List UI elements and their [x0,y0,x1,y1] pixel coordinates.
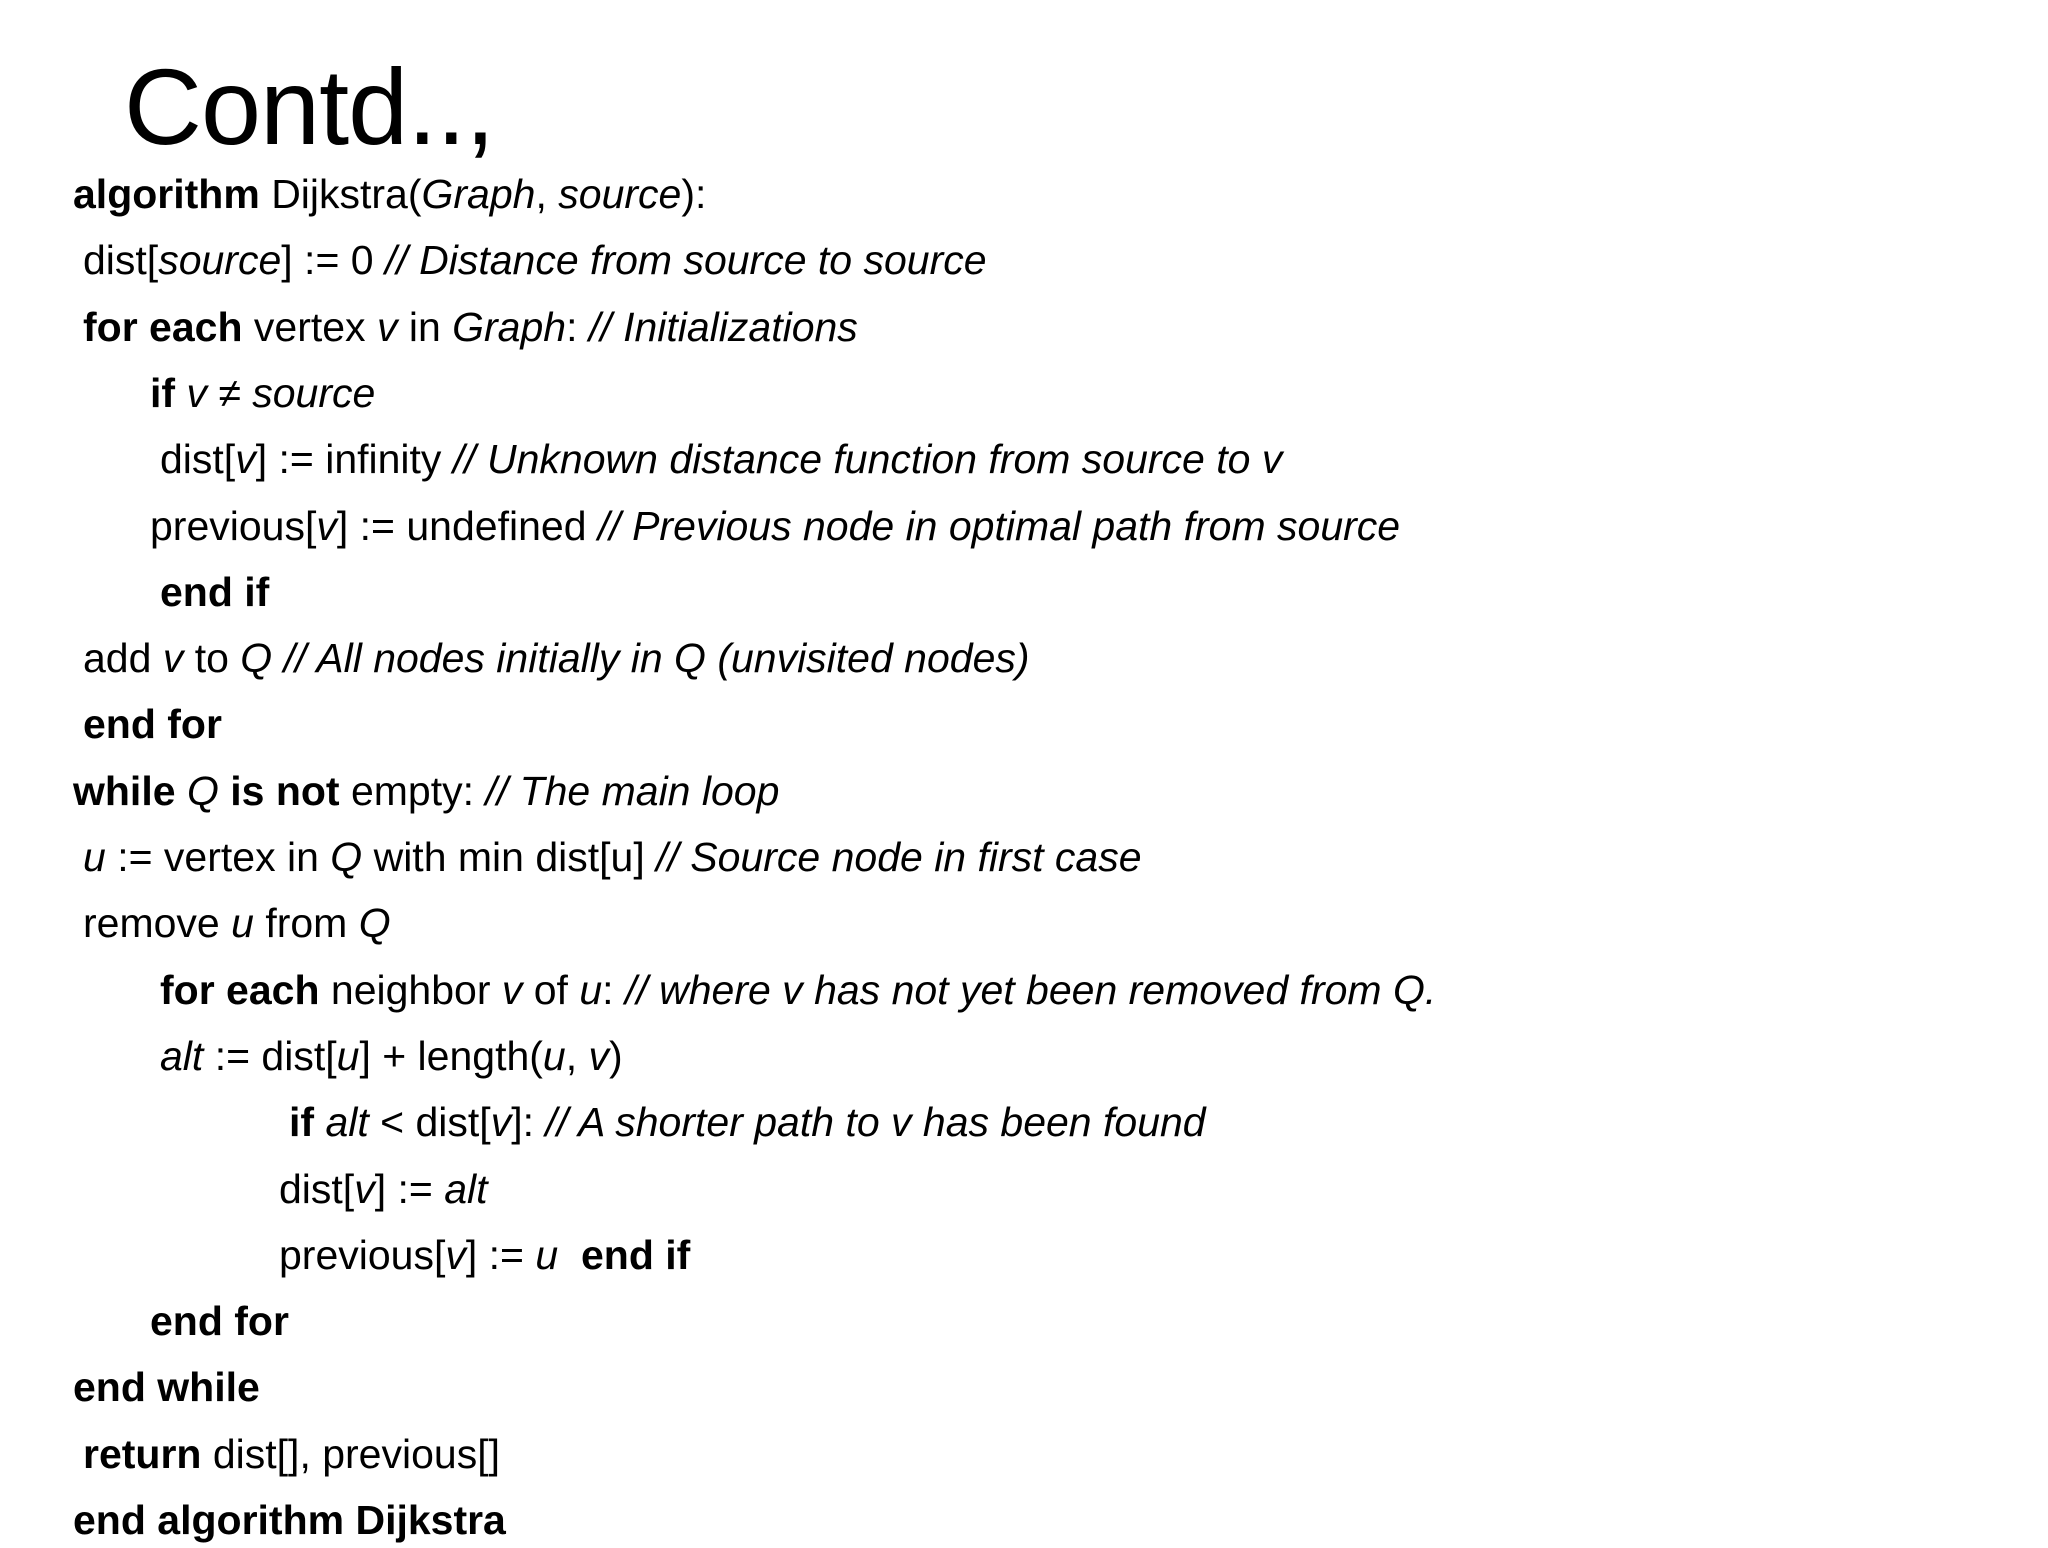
code-line [279,1227,690,1283]
code-text: from [253,900,359,947]
code-text: ] := infinity [255,436,453,483]
code-text: ): [681,171,707,217]
code-text: ] := [374,1165,445,1212]
italic-text: // The main loop [485,767,780,814]
code-text: dist[], previous[] [201,1430,500,1477]
italic-text: // Source node in first case [656,834,1142,880]
code-line [83,299,858,355]
italic-text: v [501,966,523,1013]
italic-text: v [445,1231,466,1278]
italic-text: // A shorter path to v has been found [545,1099,1206,1146]
code-text: dist[ [83,237,159,284]
code-text: dist[ [160,436,236,483]
code-text: previous[ [150,502,317,549]
code-text [314,1099,325,1145]
keyword: is not [230,767,340,814]
code-line [150,365,375,421]
italic-text: u [535,1231,559,1278]
keyword: end while [73,1364,260,1411]
keyword: for each [83,303,243,350]
code-text: empty: [339,767,486,814]
code-text: with min dist[u] [362,834,657,880]
code-text: < dist[ [368,1099,491,1146]
code-line [73,166,706,222]
code-text: : [566,303,589,350]
italic-text: Q [186,767,219,814]
keyword: for each [160,966,320,1013]
italic-text: Q [240,635,273,682]
keyword: return [83,1430,202,1477]
code-line [160,1028,623,1084]
code-line [83,630,1030,686]
italic-text: Q [330,834,363,880]
code-line [83,696,222,752]
keyword: end algorithm Dijkstra [73,1497,506,1543]
italic-text: // Unknown distance function from source to v [452,436,1283,483]
code-line [73,1492,506,1548]
italic-text: Graph [452,303,567,350]
code-text: vertex [242,303,377,350]
code-line [150,1293,289,1349]
italic-text: source [558,171,682,217]
code-text: ] := undefined [336,502,598,549]
keyword: end for [150,1298,289,1345]
keyword: algorithm [73,171,260,217]
code-text: in [397,303,453,350]
italic-text: Graph [421,171,536,217]
keyword: end if [160,568,270,615]
code-text: ) [609,1032,623,1079]
keyword: while [73,767,176,814]
code-line [73,763,779,819]
italic-text: // where v has not yet been removed from Q. [624,966,1437,1013]
italic-text: // Initializations [588,303,858,350]
italic-text: v [354,1165,375,1212]
italic-text: // Previous node in optimal path from source [597,502,1401,549]
code-text: to [183,635,241,682]
code-line [160,564,269,620]
italic-text: alt [160,1032,204,1079]
keyword: if [150,369,176,416]
code-text: ] := 0 [281,237,385,284]
italic-text: alt [325,1099,369,1146]
code-text: ]: [511,1099,546,1146]
code-line [73,1359,260,1415]
code-line [160,431,1282,487]
code-line [150,498,1400,554]
code-text: of [522,966,580,1013]
code-line [83,1426,500,1482]
code-text: add [83,635,163,682]
slide-title: Contd.., [124,46,495,167]
italic-text: u [231,900,254,947]
code-line [83,829,1142,885]
code-text: := dist[ [203,1032,337,1079]
code-text: remove [83,900,232,947]
italic-text: Q [358,900,391,947]
code-text [219,768,230,814]
code-text [558,1232,581,1278]
italic-text: u [579,966,603,1013]
italic-text: v ≠ source [175,369,376,416]
code-text: ] + length( [359,1032,543,1079]
italic-text: v [490,1099,512,1146]
code-line [160,962,1436,1018]
code-text: neighbor [319,966,502,1013]
italic-text: u [542,1032,566,1079]
italic-text: // All nodes initially in Q (unvisited nodes) [272,635,1030,682]
italic-text: u [83,834,106,880]
italic-text: // Distance from source to source [384,237,987,284]
code-line [83,895,391,951]
italic-text: v [376,303,398,350]
keyword: end for [83,701,222,748]
italic-text: alt [444,1165,488,1212]
code-text: := vertex in [105,834,331,880]
code-text: Dijkstra( [259,171,422,217]
code-line [83,232,987,288]
italic-text: source [158,237,282,284]
code-text: dist[ [279,1165,355,1212]
keyword: if [289,1099,315,1146]
italic-text: v [235,436,256,483]
code-line [289,1094,1206,1150]
code-text: previous[ [279,1231,446,1278]
italic-text: v [316,502,337,549]
italic-text: v [588,1032,610,1079]
code-text: , [535,171,559,217]
keyword: end if [581,1231,691,1278]
code-text: : [602,966,625,1013]
code-text: ] := [465,1231,536,1278]
italic-text: v [162,635,184,682]
code-text: , [565,1032,589,1079]
code-line [279,1161,488,1217]
code-text [176,768,187,814]
italic-text: u [336,1032,360,1079]
